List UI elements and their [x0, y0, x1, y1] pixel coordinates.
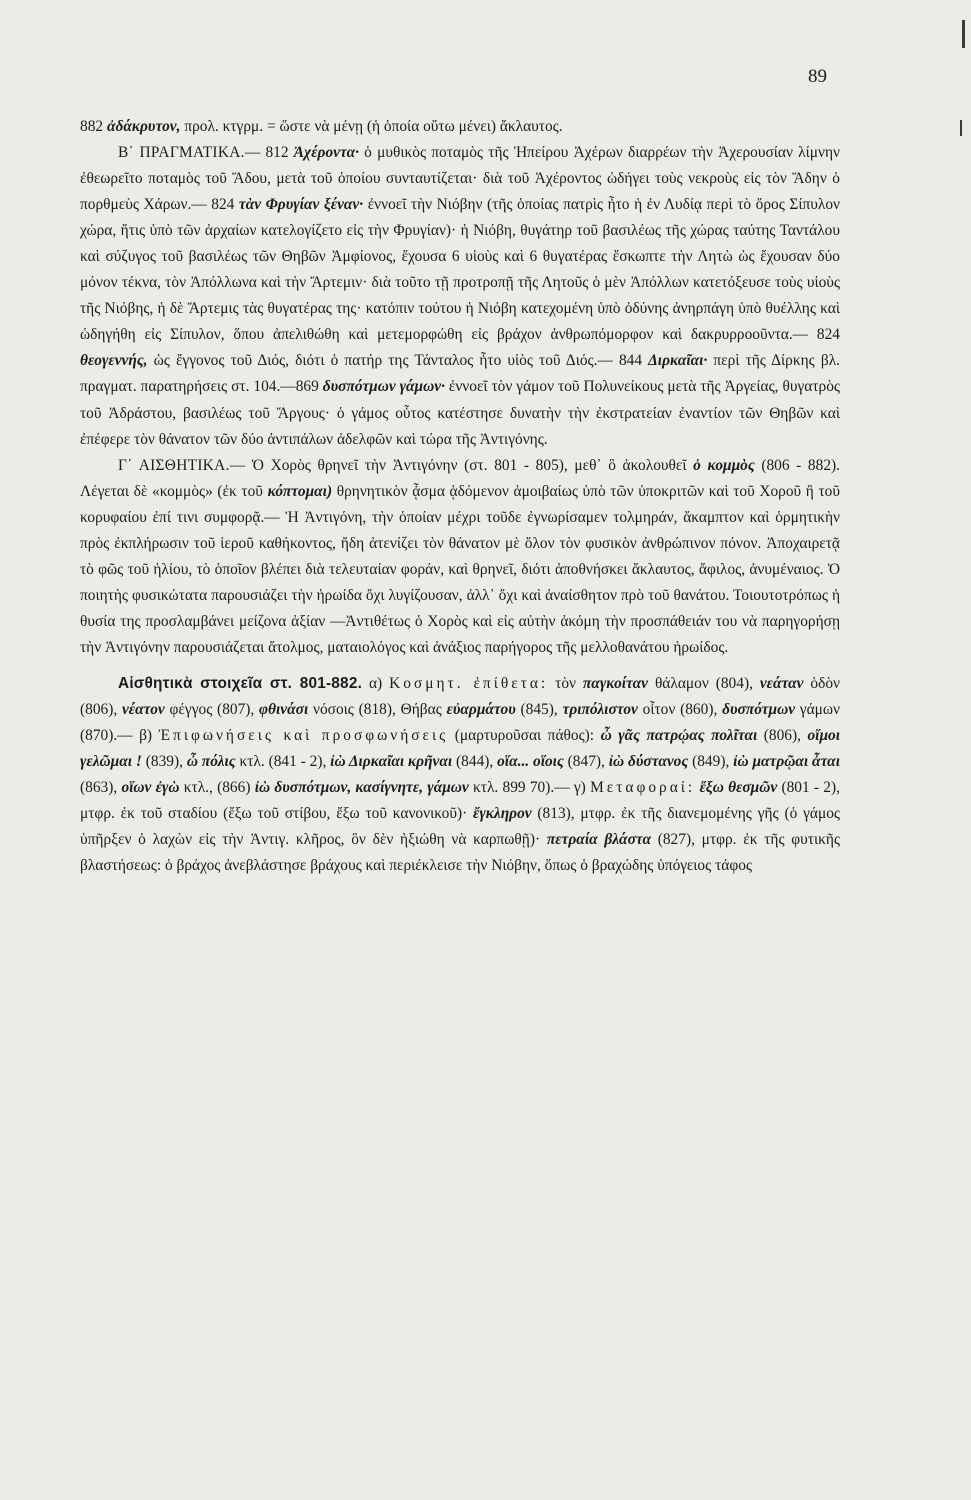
paragraph-aisthitika	[80, 453, 840, 661]
lemma: ἰὼ ματρῷαι ἆται	[733, 753, 840, 771]
lemma: ἔξω θεσμῶν	[699, 779, 778, 797]
subsection-heading: Αἰσθητικὰ στοιχεῖα στ. 801-882.	[118, 674, 363, 692]
text: (845),	[515, 701, 563, 719]
lemma: νεάταν	[759, 674, 804, 692]
line-number: 882	[80, 118, 107, 135]
lemma: φθινάσι	[259, 701, 309, 719]
text: α)	[362, 674, 390, 692]
text: κτλ. (841 - 2),	[235, 753, 331, 771]
text: οἶτον (860),	[637, 701, 723, 719]
lemma: Ἀχέροντα·	[293, 144, 359, 162]
lemma: ὦ γᾶς πατρῴας πολῖται	[600, 727, 758, 745]
text: γάμων (870).— β)	[80, 701, 841, 745]
text: θάλαμον (804),	[648, 674, 760, 692]
paragraph-aesthetic-elements	[80, 671, 840, 879]
page-text	[80, 114, 840, 879]
lemma: οἴμοι γελῶμαι !	[80, 727, 840, 771]
lemma: τριπόλιστον	[562, 701, 638, 719]
text: (849),	[688, 753, 734, 771]
lemma: θεογεννής,	[80, 352, 148, 370]
lemma: οἵων ἐγὼ	[121, 779, 180, 797]
section-heading: Β΄ ΠΡΑΓΜΑΤΙΚΑ.	[118, 144, 245, 162]
lemma: τὰν Φρυγίαν ξέναν·	[238, 196, 364, 214]
section-heading: Γ΄ ΑΙΣΘΗΤΙΚΑ.	[118, 456, 230, 474]
text: τὸν	[548, 674, 583, 692]
scan-edge-mark	[960, 120, 962, 136]
spaced-term: Μεταφοραί:	[590, 779, 696, 797]
text: (801 - 2), μτφρ. ἐκ τοῦ σταδίου (ἔξω τοῦ στίβου, ἔξω τοῦ κανονικοῦ)·	[80, 779, 840, 823]
spaced-term: Κοσμητ. ἐπίθετα:	[389, 674, 549, 692]
text: ἐννοεῖ τὴν Νιόβην (τῆς ὁποίας πατρὶς ἦτο ἡ ἐν Λυδίᾳ περὶ τὸ ὄρος Σίπυλον χώρα, ἥτις ὑπὸ τῶν ἀρχαίων κατελογίζετο εἰς τὴν Φρυγίαν)· ἡ Νιόβη, θυγάτηρ τοῦ βασιλέως τῆς χώρας ταύτης Ταντάλου καὶ σύζυγος τοῦ βασιλέως τῶν Θηβῶν Ἀμφίονος, ἔχουσα 6 υἱοὺς καὶ 6 θυγατέρας ἔσκωπτε τὴν Λητὼ ὡς ἔχουσαν δύο μόνον τέκνα, τὸν Ἀπόλλωνα καὶ τὴν Ἄρτεμιν· διὰ τοῦτο τῇ προτροπῇ τῆς Λητοῦς ὁ μὲν Ἀπόλλων κατετόξευσε τοὺς υἱοὺς τῆς Νιόβης, ἡ δὲ Ἄρτεμις τὰς θυγατέρας της· κατόπιν τούτου ἡ Νιόβη κατεχομένη ὑπὸ ὀδύνης ἀνηρπάγη ὑπὸ θυέλλης καὶ ὡδηγήθη εἰς Σίπυλον, ὅπου ἀπελιθώθη καὶ μετεμορφώθη εἰς βράχον ἀνθρωπόμορφον καὶ δακρυρροοῦντα.— 824	[80, 196, 841, 344]
text: θρηνητικὸν ᾆσμα ᾀδόμενον ἀμοιβαίως ὑπὸ τῶν ὑποκριτῶν καὶ τοῦ Χοροῦ ἢ τοῦ κορυφαίου ἐπί τινι συμφορᾷ.— Ἡ Ἀντιγόνη, τὴν ὁποίαν μέχρι τοῦδε ἐγνωρίσαμεν τολμηράν, ἄκαμπτον καὶ ὁρμητικὴν πρὸς ἐκπλήρωσιν τοῦ ἱεροῦ καθήκοντος, ἤδη ἀτενίζει τὸν θάνατον μὲ ὅλον τὸν φυσικὸν ἀνθρώπινον πόνον. Ἀποχαιρετᾷ τὸ φῶς τοῦ ἡλίου, τὸ ὁποῖον βλέπει διὰ τελευταίαν φοράν, καὶ θρηνεῖ, διότι ἀποθνήσκει ἄκλαυτος, ἄφιλος, ἀνυμέναιος. Ὁ ποιητὴς φυσικώτατα παρουσιάζει τὴν ἡρωίδα ὄχι λυγίζουσαν, ἀλλ᾽ ὄχι καὶ ἀναίσθητον πρὸ τοῦ θανάτου. Τοιουτοτρόπως ἡ θυσία της προσλαμβάνει μείζονα ἀξίαν —Ἀντιθέτως ὁ Χορὸς καὶ εἰς αὐτὴν ἀκόμη τὴν προσπάθειάν του νὰ παρηγορήσῃ τὴν Ἀντιγόνην παρουσιάζεται ἄτολμος, ματαιολόγος καὶ ἀνάξιος παρήγορος τῆς μελλοθανάτου ἡρωίδος.	[80, 482, 840, 656]
text: (847),	[563, 753, 609, 771]
lemma: ἰὼ δυσπότμων, κασίγνητε, γάμων	[254, 779, 469, 797]
text: — 812	[244, 144, 294, 162]
text: (844),	[452, 753, 498, 771]
lemma: δυσπότμων	[722, 701, 796, 719]
text: περὶ τῆς Δίρκης βλ. πραγματ. παρατηρήσεις στ. 104.—869	[80, 352, 841, 396]
text: (μαρτυροῦσαι πάθος):	[448, 727, 601, 745]
paragraph-pragmatika	[80, 140, 840, 453]
text: ἐννοεῖ τὸν γάμον τοῦ Πολυνείκους μετὰ τῆς Ἀργείας, θυγατρὸς τοῦ Ἀδράστου, βασιλέως τοῦ Ἄργους· ὁ γάμος οὗτος κατέστησε δυνατὴν τὴν ἐκστρατείαν ἐναντίον τῶν Θηβῶν καὶ ἐπέφερε τὸν θάνατον τῶν δύο ἀντιπάλων ἀδελφῶν καὶ τώρα τῆς Ἀντιγόνης.	[80, 378, 840, 448]
scan-edge-mark	[962, 20, 965, 48]
text: (813), μτφρ. ἐκ τῆς διανεμομένης γῆς (ὁ γάμος ὑπῆρξεν ὁ λαχὼν εἰς τὴν Ἀντιγ. κλῆρος, ὃν δὲν ἠξιώθη νὰ καρπωθῇ)·	[80, 805, 841, 849]
lemma: νέατον	[121, 701, 165, 719]
text: ὁδὸν (806),	[80, 674, 840, 719]
text: (827), μτφρ. ἐκ τῆς φυτικῆς βλαστήσεως: ὁ βράχος ἀνεβλάστησε βράχους καὶ περιέκλεισε τὴν Νιόβην, ὅπως ὁ βραχώδης ὑπόγειος τάφος	[80, 831, 841, 875]
text: (863),	[80, 779, 122, 797]
lemma: ἔγκληρον	[473, 805, 532, 823]
lemma: δυσπότμων γάμων·	[322, 378, 445, 396]
lemma: ὁ κομμὸς	[693, 456, 755, 474]
text: (806),	[757, 727, 808, 745]
text: (839),	[141, 753, 187, 771]
lemma: ὦ πόλις	[186, 753, 236, 771]
lemma: πετραία βλάστα	[546, 831, 651, 849]
text: φέγγος (807),	[164, 701, 260, 719]
spaced-term: Ἐπιφωνήσεις καὶ προσφωνήσεις	[158, 727, 449, 745]
lemma: παγκοίταν	[582, 674, 649, 692]
text: νόσοις (818), Θήβας	[308, 701, 447, 719]
text: κτλ., (866)	[179, 779, 255, 797]
text: ὡς ἔγγονος τοῦ Διός, διότι ὁ πατήρ της Τάνταλος ἦτο υἱὸς τοῦ Διός.— 844	[147, 352, 649, 370]
text: κτλ. 899 70).— γ)	[468, 779, 591, 797]
paragraph-note-882	[80, 114, 840, 140]
lemma: ἀδάκρυτον,	[106, 118, 181, 135]
text: ὁ μυθικὸς ποταμὸς τῆς Ἠπείρου Ἀχέρων διαρρέων τὴν Ἀχερουσίαν λίμνην ἐθεωρεῖτο ποταμὸς τοῦ Ἅδου, μετὰ τοῦ ὁποίου συνταυτίζεται· διὰ τοῦ Ἀχέροντος ὡδήγει τοὺς νεκροὺς εἰς τὸν Ἅδην ὁ πορθμεὺς Χάρων.— 824	[80, 144, 841, 214]
lemma: ἰὼ Διρκαῖαι κρῆναι	[330, 753, 453, 771]
lemma: Διρκαῖαι·	[648, 352, 708, 370]
lemma: ἰὼ δύστανος	[608, 753, 689, 771]
lemma: οἵα... οἵοις	[497, 753, 564, 771]
spacer	[80, 661, 840, 671]
lemma: κόπτομαι)	[267, 482, 333, 500]
text: (806 - 882). Λέγεται δὲ «κομμὸς» (ἐκ τοῦ	[80, 456, 840, 500]
lemma: εὐαρμάτου	[446, 701, 516, 719]
text: — Ὁ Χορὸς θρηνεῖ τὴν Ἀντιγόνην (στ. 801 - 805), μεθ᾽ ὃ ἀκολουθεῖ	[229, 456, 694, 474]
page-number: 89	[808, 66, 827, 87]
text: προλ. κτγρμ. = ὥστε νὰ μένῃ (ἡ ὁποία οὕτω μένει) ἄκλαυτος.	[180, 118, 563, 135]
